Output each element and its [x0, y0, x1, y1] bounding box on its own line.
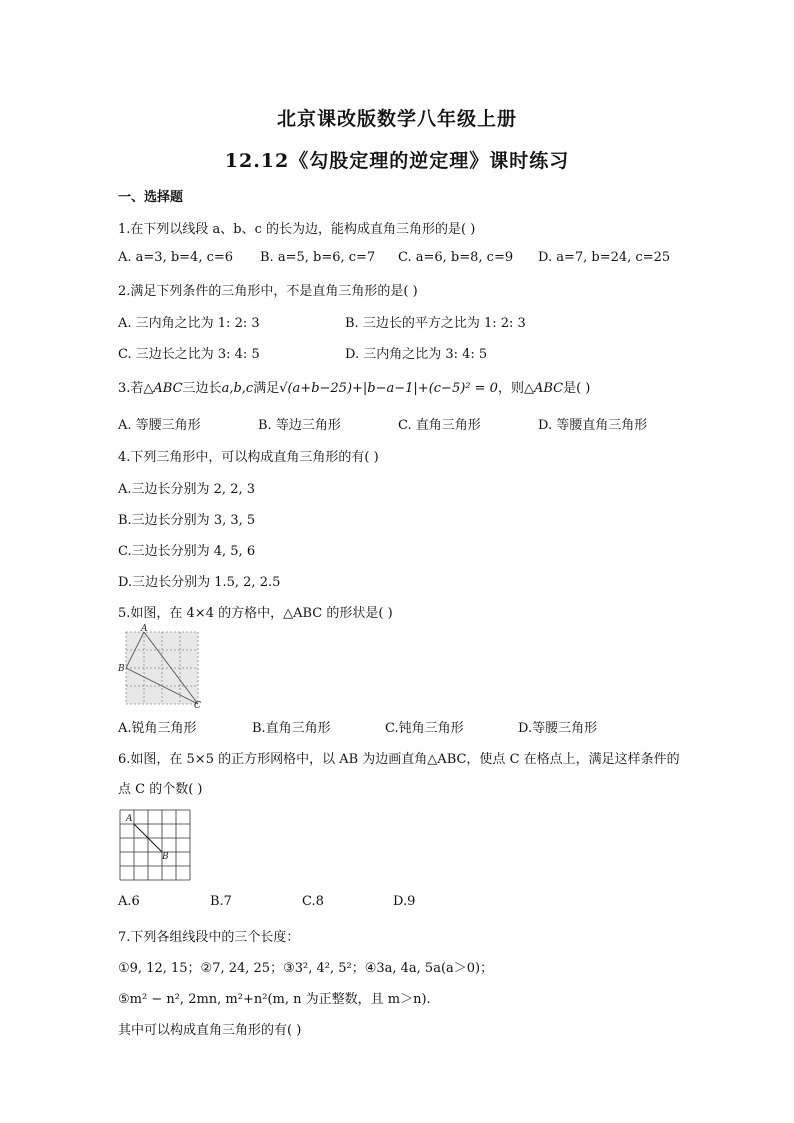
question-1-option-b: B. a=5, b=6, c=7 — [260, 250, 376, 265]
question-3-prefix: 3.若 — [118, 381, 144, 396]
question-1-option-a: A. a=3, b=4, c=6 — [118, 250, 234, 265]
question-2-stem: 2.满足下列条件的三角形中，不是直角三角形的是( ) — [118, 284, 418, 299]
question-1-stem: 1.在下列以线段 a、b、c 的长为边，能构成直角三角形的是( ) — [118, 222, 476, 237]
question-3-triangle-2: △ABC — [523, 381, 564, 396]
question-6-option-b: B.7 — [210, 894, 232, 909]
figure-label-c: C — [194, 701, 201, 708]
question-3-option-c: C. 直角三角形 — [398, 418, 481, 433]
question-7-line-3: ⑤m² − n², 2mn, m²+n²(m, n 为正整数，且 m＞n). — [118, 992, 431, 1007]
question-1-option-d: D. a=7, b=24, c=25 — [538, 250, 671, 265]
question-2-option-d: D. 三内角之比为 3: 4: 5 — [345, 347, 488, 362]
question-7-stem: 7.下列各组线段中的三个长度： — [118, 930, 300, 945]
question-3-option-d: D. 等腰直角三角形 — [538, 418, 648, 433]
question-2-option-b: B. 三边长的平方之比为 1: 2: 3 — [345, 316, 526, 331]
document-title: 北京课改版数学八年级上册 — [276, 108, 517, 130]
question-3-triangle: △ABC — [143, 381, 183, 396]
question-3-mid2: 满足 — [253, 381, 280, 396]
question-3-stem — [118, 377, 590, 396]
question-6-option-c: C.8 — [302, 894, 324, 909]
question-6-figure — [118, 808, 192, 884]
question-3-end: 是( ) — [563, 381, 591, 396]
question-5-option-b: B.直角三角形 — [252, 721, 331, 736]
question-2-option-c: C. 三边长之比为 3: 4: 5 — [118, 347, 260, 362]
question-5-option-c: C.钝角三角形 — [385, 721, 464, 736]
document-subtitle: 12.12《勾股定理的逆定理》课时练习 — [224, 150, 570, 172]
question-4-option-b: B.三边长分别为 3, 3, 5 — [118, 513, 256, 528]
question-5-figure — [116, 622, 202, 708]
question-7-line-4: 其中可以构成直角三角形的有( ) — [118, 1023, 302, 1038]
figure-label-b: B — [162, 852, 169, 862]
question-4-option-d: D.三边长分别为 1.5, 2, 2.5 — [118, 575, 281, 590]
question-4-option-c: C.三边长分别为 4, 5, 6 — [118, 544, 256, 559]
question-3-mid: 三边长 — [182, 381, 222, 396]
question-6-option-d: D.9 — [393, 894, 416, 909]
question-5-stem: 5.如图，在 4×4 的方格中，△ABC 的形状是( ) — [118, 606, 393, 621]
question-2-option-a: A. 三内角之比为 1: 2: 3 — [118, 316, 260, 331]
section-heading: 一、选择题 — [118, 190, 184, 205]
figure-label-a: A — [126, 814, 133, 824]
question-3-formula: √(a+b−25)+|b−a−1|+(c−5)² = 0 — [279, 381, 498, 396]
question-3-option-b: B. 等边三角形 — [258, 418, 341, 433]
question-6-stem-line-1: 6.如图，在 5×5 的正方形网格中，以 AB 为边画直角△ABC，使点 C 在格点上，满足这样条件的 — [118, 752, 680, 767]
figure-label-a: A — [141, 624, 148, 634]
question-5-option-d: D.等腰三角形 — [518, 721, 598, 736]
question-6-option-a: A.6 — [118, 894, 140, 909]
question-5-option-a: A.锐角三角形 — [118, 721, 197, 736]
question-3-option-a: A. 等腰三角形 — [118, 418, 201, 433]
figure-label-b: B — [118, 664, 125, 674]
question-4-option-a: A.三边长分别为 2, 2, 3 — [118, 482, 255, 497]
question-6-stem-line-2: 点 C 的个数( ) — [118, 782, 203, 797]
question-1-option-c: C. a=6, b=8, c=9 — [398, 250, 514, 265]
question-7-line-2: ①9, 12, 15；②7, 24, 25；③3², 4², 5²；④3a, 4a, 5a(a＞0)； — [118, 961, 494, 976]
question-3-vars: a,b,c — [221, 381, 254, 396]
question-3-suffix: ，则 — [497, 381, 524, 396]
question-4-stem: 4.下列三角形中，可以构成直角三角形的有( ) — [118, 450, 379, 465]
